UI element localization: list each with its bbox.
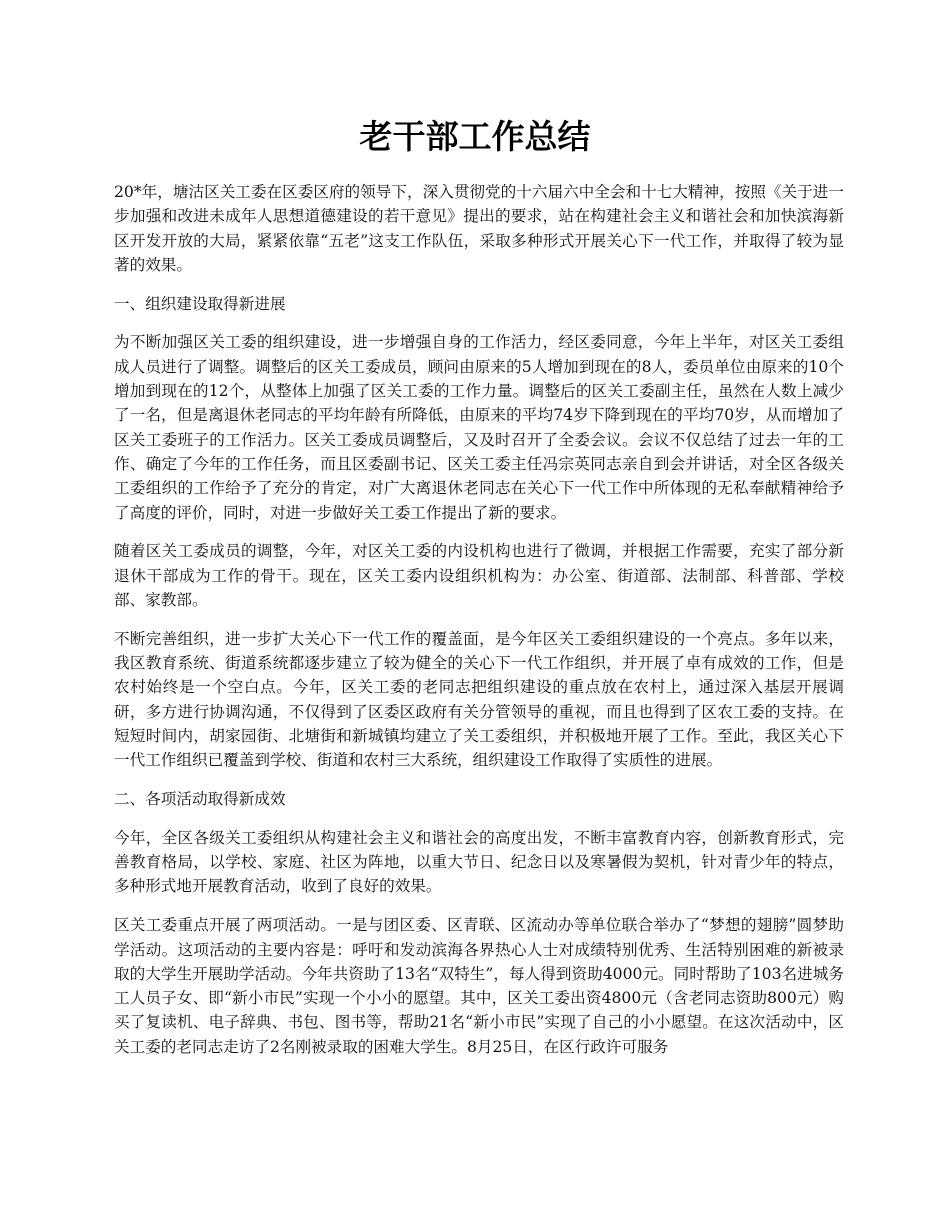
paragraph-organization-adjustment: 为不断加强区关工委的组织建设，进一步增强自身的工作活力，经区委同意，今年上半年，对区关工委组成人员进行了调整。调整后的区关工委成员，顾问由原来的5人增加到现在的8人，委员单位由原来的10个增加到现在的12个，从整体上加强了区关工委的工作力量。调整后的区关工委副主任，虽然在人数上减少了一名，但是离退休老同志的平均年龄有所降低，由原来的平均74岁下降到现在的平均70岁，从而增加了区关工委班子的工作活力。区关工委成员调整后，又及时召开了全委会议。会议不仅总结了过去一年的工作、确定了今年的工作任务，而且区委副书记、区关工委主任冯宗英同志亲自到会并讲话，对全区各级关工委组织的工作给予了充分的肯定，对广大离退休老同志在关心下一代工作中所体现的无私奉献精神给予了高度的评价，同时，对进一步做好关工委工作提出了新的要求。 (114, 333, 844, 522)
paragraph-key-activities: 区关工委重点开展了两项活动。一是与团区委、区青联、区流动办等单位联合举办了“梦想的翅膀”圆梦助学活动。这项活动的主要内容是：呼吁和发动滨海各界热心人士对成绩特别优秀、生活特别困难的新被录取的大学生开展助学活动。今年共资助了13名“双特生”，每人得到资助4000元。同时帮助了103名进城务工人员子女、即“新小市民”实现一个小小的愿望。其中，区关工委出资4800元（含老同志资助800元）购买了复读机、电子辞典、书包、图书等，帮助21名“新小市民”实现了自己的小小愿望。在这次活动中，区关工委的老同志走访了2名刚被录取的困难大学生。8月25日，在区行政许可服务 (114, 916, 844, 1056)
document-body (114, 180, 844, 1074)
paragraph-coverage-expansion: 不断完善组织，进一步扩大关心下一代工作的覆盖面，是今年区关工委组织建设的一个亮点。多年以来，我区教育系统、街道系统都逐步建立了较为健全的关心下一代工作组织，并开展了卓有成效的工作，但是农村始终是一个空白点。今年，区关工委的老同志把组织建设的重点放在农村上，通过深入基层开展调研，多方进行协调沟通，不仅得到了区委区政府有关分管领导的重视，而且也得到了区农工委的支持。在短短时间内，胡家园街、北塘街和新城镇均建立了关工委组织，并积极地开展了工作。至此，我区关心下一代工作组织已覆盖到学校、街道和农村三大系统，组织建设工作取得了实质性的进展。 (114, 629, 844, 770)
paragraph-intro: 20*年，塘沽区关工委在区委区府的领导下，深入贯彻党的十六届六中全会和十七大精神，按照《关于进一步加强和改进未成年人思想道德建设的若干意见》提出的要求，站在构建社会主义和谐社会和加快滨海新区开发开放的大局，紧紧依靠“五老”这支工作队伍，采取多种形式开展关心下一代工作，并取得了较为显著的效果。 (114, 183, 844, 274)
document-title: 老干部工作总结 (359, 117, 591, 156)
section-heading-activities: 二、各项活动取得新成效 (114, 790, 286, 809)
paragraph-internal-structure: 随着区关工委成员的调整，今年，对区关工委的内设机构也进行了微调，并根据工作需要，充实了部分新退休干部成为工作的骨干。现在，区关工委内设组织机构为：办公室、街道部、法制部、科普部、学校部、家教部。 (114, 542, 844, 609)
section-heading-organization: 一、组织建设取得新进展 (114, 294, 286, 313)
paragraph-activities-overview: 今年，全区各级关工委组织从构建社会主义和谐社会的高度出发，不断丰富教育内容，创新教育形式，完善教育格局，以学校、家庭、社区为阵地，以重大节日、纪念日以及寒暑假为契机，针对青少年的特点，多种形式地开展教育活动，收到了良好的效果。 (114, 828, 844, 896)
